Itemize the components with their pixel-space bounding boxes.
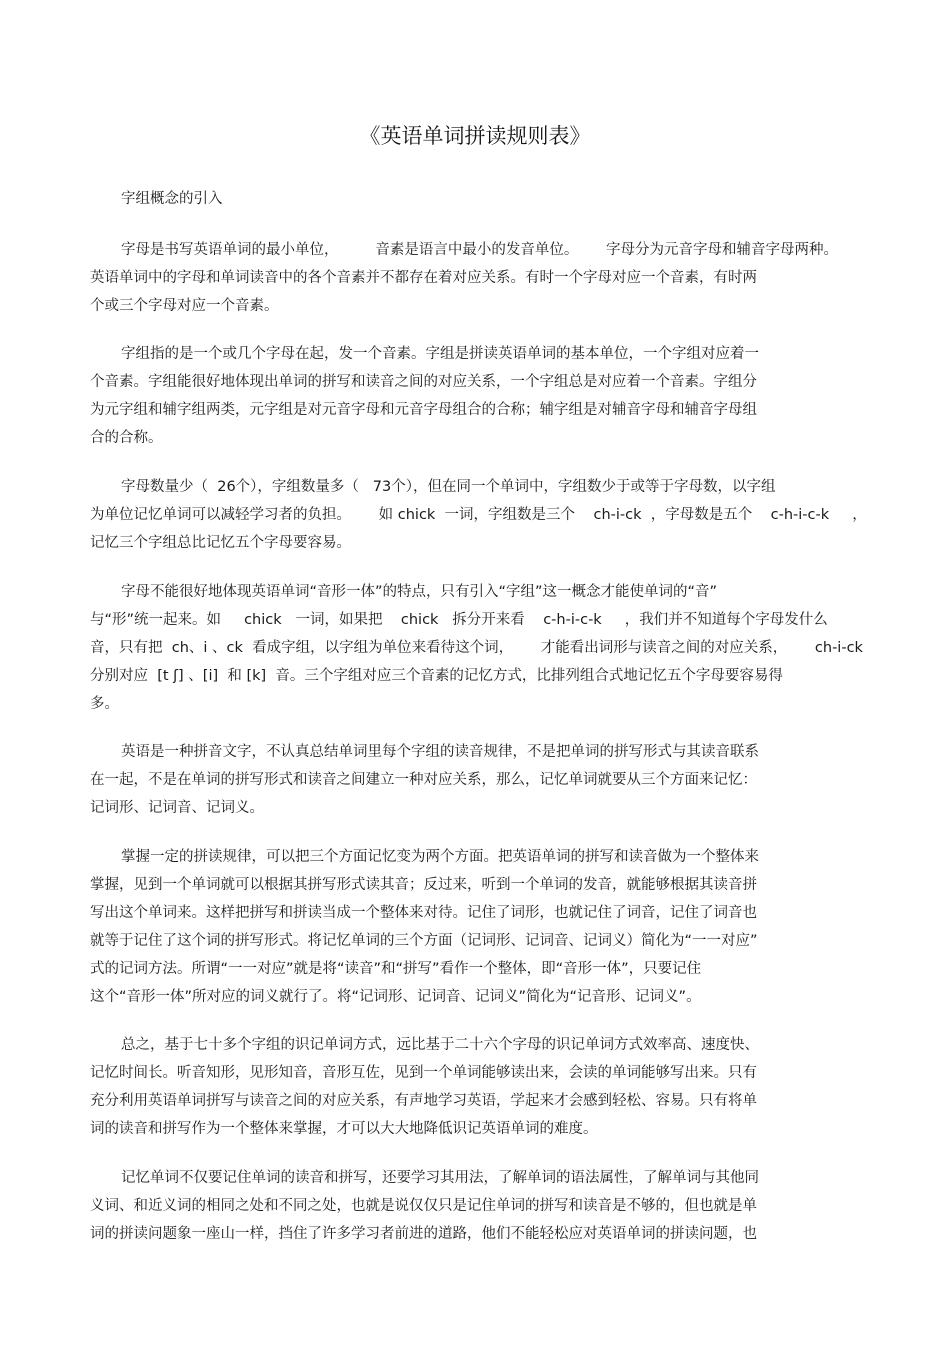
paragraph-line: 与“形”统一起来。如 chick 一词，如果把 chick 拆分开来看 c-h-i-c-k ，我们并不知道每个字母发什么 (90, 612, 828, 628)
paragraph-6 (90, 843, 850, 1011)
section-heading: 字组概念的引入 (121, 191, 223, 207)
paragraph-line: 字组指的是一个或几个字母在起，发一个音素。字组是拼读英语单词的基本单位，一个字组对应着一 (121, 346, 759, 362)
paragraph-line: 总之，基于七十多个字组的识记单词方式，远比基于二十六个字母的识记单词方式效率高、速度快、 (121, 1037, 759, 1053)
paragraph-line: 合的合称。 (90, 430, 163, 446)
paragraph-line: 在一起，不是在单词的拼写形式和读音之间建立一种对应关系，那么，记忆单词就要从三个方面来记忆： (90, 772, 757, 788)
paragraph-line: 式的记词方法。所谓“一一对应”就是将“读音”和“拼写”看作一个整体，即“音形一体”，只要记住 (90, 961, 702, 977)
paragraph-2 (90, 340, 850, 452)
paragraph-line: 掌握一定的拼读规律，可以把三个方面记忆变为两个方面。把英语单词的拼写和读音做为一个整体来 (121, 849, 759, 865)
paragraph-line: 多。 (90, 696, 119, 712)
paragraph-3 (90, 473, 867, 557)
paragraph-line: 个或三个字母对应一个音素。 (90, 298, 279, 314)
paragraph-5 (90, 738, 850, 822)
paragraph-line: 掌握，见到一个单词就可以根据其拼写形式读其音；反过来，听到一个单词的发音，就能够根据其读音拼 (90, 877, 757, 893)
section-heading-block (90, 185, 850, 213)
paragraph-line: 英语是一种拼音文字，不认真总结单词里每个字组的读音规律，不是把单词的拼写形式与其读音联系 (121, 744, 759, 760)
paragraph-line: 英语单词中的字母和单词读音中的各个音素并不都存在着对应关系。有时一个字母对应一个音素，有时两 (90, 270, 757, 286)
paragraph-line: 记忆单词不仅要记住单词的读音和拼写，还要学习其用法，了解单词的语法属性，了解单词与其他同 (121, 1170, 759, 1186)
paragraph-line: 分别对应 [t ʃ] 、[i] 和 [k] 音。三个字组对应三个音素的记忆方式，比排列组合式地记忆五个字母要容易得 (90, 668, 783, 684)
paragraph-8 (90, 1164, 850, 1248)
paragraph-line: 记词形、记词音、记词义。 (90, 800, 264, 816)
paragraph-7 (90, 1031, 850, 1143)
paragraph-line: 记忆时间长。听音知形，见形知音，音形互佐，见到一个单词能够读出来，会读的单词能够写出来。只有 (90, 1065, 757, 1081)
paragraph-line: 字母不能很好地体现英语单词“音形一体”的特点，只有引入“字组”这一概念才能使单词的“音” (121, 584, 718, 600)
paragraph-line: 记忆三个字组总比记忆五个字母要容易。 (90, 535, 351, 551)
paragraph-line: 字母是书写英语单词的最小单位， 音素是语言中最小的发音单位。 字母分为元音字母和辅音字母两种。 (121, 242, 839, 258)
paragraph-line: 充分利用英语单词拼写与读音之间的对应关系，有声地学习英语，学起来才会感到轻松、容易。只有将单 (90, 1093, 757, 1109)
paragraph-line: 词的读音和拼写作为一个整体来掌握，才可以大大地降低识记英语单词的难度。 (90, 1121, 598, 1137)
paragraph-line: 个音素。字组能很好地体现出单词的拼写和读音之间的对应关系，一个字组总是对应着一个音素。字组分 (90, 374, 757, 390)
document-title: 《英语单词拼读规则表》 (359, 124, 591, 148)
paragraph-line: 写出这个单词来。这样把拼写和拼读当成一个整体来对待。记住了词形，也就记住了词音，记住了词音也 (90, 905, 757, 921)
paragraph-line: 就等于记住了这个词的拼写形式。将记忆单词的三个方面（记词形、记词音、记词义）简化为“一一对应” (90, 933, 758, 949)
paragraph-1 (90, 236, 850, 320)
paragraph-line: 词的拼读问题象一座山一样，挡住了许多学习者前进的道路，他们不能轻松应对英语单词的拼读问题，也 (90, 1226, 757, 1242)
paragraph-line: 义词、和近义词的相同之处和不同之处，也就是说仅仅只是记住单词的拼写和读音是不够的，但也就是单 (90, 1198, 757, 1214)
paragraph-line: 音，只有把 ch、i 、ck 看成字组，以字组为单位来看待这个词， 才能看出词形与读音之间的对应关系， ch-i-ck (90, 640, 863, 656)
paragraph-line: 为单位记忆单词可以减轻学习者的负担。 如 chick 一词，字组数是三个 ch-i-ck ，字母数是五个 c-h-i-c-k ， (90, 507, 867, 523)
paragraph-line: 为元字组和辅字组两类，元字组是对元音字母和元音字母组合的合称；辅字组是对辅音字母和辅音字母组 (90, 402, 757, 418)
paragraph-4 (90, 578, 863, 718)
paragraph-line: 字母数量少（ 26个），字组数量多（ 73个），但在同一个单词中，字组数少于或等于字母数，以字组 (121, 479, 776, 495)
paragraph-line: 这个“音形一体”所对应的词义就行了。将“记词形、记词音、记词义”简化为“记音形、记词义”。 (90, 989, 701, 1005)
